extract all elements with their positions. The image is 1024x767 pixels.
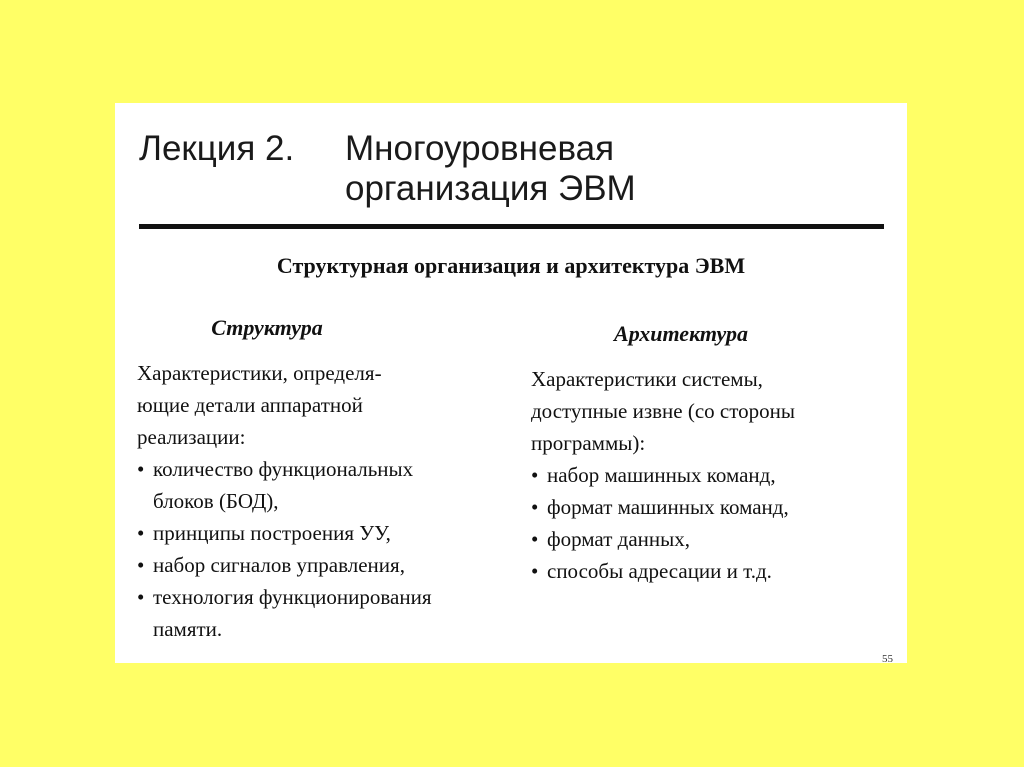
bullet-icon: • xyxy=(531,495,539,519)
intro-line: доступные извне (со стороны xyxy=(531,399,795,423)
list-item xyxy=(137,549,517,581)
list-item-text: формат машинных команд, xyxy=(547,495,789,519)
architecture-list xyxy=(531,459,891,587)
architecture-column xyxy=(531,321,891,587)
title-line-1: Многоуровневая xyxy=(345,129,615,168)
structure-heading: Структура xyxy=(211,315,323,340)
structure-column xyxy=(137,315,517,645)
title-divider xyxy=(139,224,884,229)
list-item xyxy=(137,453,517,517)
structure-list xyxy=(137,453,517,645)
list-item-text: памяти. xyxy=(153,617,223,641)
bullet-icon: • xyxy=(531,559,539,583)
bullet-icon: • xyxy=(531,463,539,487)
list-item-text: способы адресации и т.д. xyxy=(547,559,772,583)
intro-line: Характеристики, определя- xyxy=(137,361,382,385)
list-item xyxy=(137,581,517,645)
title-lecture-number: Лекция 2. xyxy=(139,129,295,168)
architecture-heading: Архитектура xyxy=(614,321,748,346)
intro-line: ющие детали аппаратной xyxy=(137,393,363,417)
list-item-text: количество функциональных xyxy=(153,457,414,481)
bullet-icon: • xyxy=(137,553,145,577)
list-item xyxy=(531,459,891,491)
list-item xyxy=(531,555,891,587)
list-item-text: технология функционирования xyxy=(153,585,432,609)
list-item-text: принципы построения УУ, xyxy=(153,521,391,545)
list-item-text: набор машинных команд, xyxy=(547,463,776,487)
slide xyxy=(115,103,907,663)
intro-line: Характеристики системы, xyxy=(531,367,763,391)
slide-title xyxy=(139,129,636,209)
bullet-icon: • xyxy=(137,585,145,609)
page-number: 55 xyxy=(882,653,893,665)
list-item xyxy=(531,491,891,523)
bullet-icon: • xyxy=(137,521,145,545)
list-item xyxy=(137,517,517,549)
list-item-text: формат данных, xyxy=(547,527,690,551)
title-line-2: организация ЭВМ xyxy=(345,169,636,208)
slide-subtitle: Структурная организация и архитектура ЭВМ xyxy=(276,253,746,278)
bullet-icon: • xyxy=(531,527,539,551)
list-item-text: набор сигналов управления, xyxy=(153,553,405,577)
structure-intro xyxy=(137,357,517,453)
list-item xyxy=(531,523,891,555)
intro-line: реализации: xyxy=(137,425,246,449)
intro-line: программы): xyxy=(531,431,646,455)
architecture-intro xyxy=(531,363,891,459)
list-item-text: блоков (БОД), xyxy=(153,489,279,513)
bullet-icon: • xyxy=(137,457,145,481)
